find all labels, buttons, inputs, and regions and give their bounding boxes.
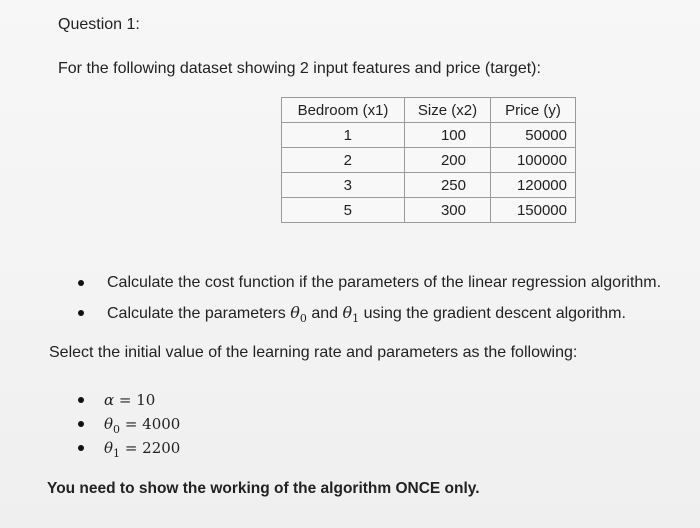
- theta1-symbol: $\theta_1$: [342, 303, 360, 325]
- bullet-icon: [78, 421, 84, 427]
- dataset-table: [281, 97, 576, 223]
- alpha-value: = 10: [118, 391, 156, 409]
- header-bedroom: Bedroom (x1): [282, 98, 405, 123]
- cell-size: 100: [405, 123, 491, 148]
- parameter-list: [72, 388, 180, 460]
- cell-bedroom: 1: [282, 123, 405, 148]
- list-item: [72, 412, 180, 436]
- instruction-text: Select the initial value of the learning rate and parameters as the following:: [49, 344, 578, 361]
- cell-bedroom: 3: [282, 173, 405, 198]
- task-text: Calculate the cost function if the parameters of the linear regression algorithm.: [107, 274, 662, 291]
- list-item: [72, 268, 661, 298]
- theta0-param-symbol: $\theta_0$: [104, 415, 121, 436]
- task-text-and: and: [311, 305, 339, 322]
- list-item: [72, 388, 180, 412]
- cell-price: 150000: [491, 198, 576, 223]
- task-list: [72, 268, 661, 328]
- bullet-icon: [78, 280, 84, 286]
- theta1-value: = 2200: [124, 439, 181, 457]
- table-row: [282, 198, 576, 223]
- cell-size: 200: [405, 148, 491, 173]
- theta1-param-symbol: $\theta_1$: [104, 439, 121, 460]
- header-price: Price (y): [491, 98, 576, 123]
- task-text-suffix: using the gradient descent algorithm.: [363, 305, 626, 322]
- table-row: [282, 173, 576, 198]
- list-item: [72, 298, 661, 328]
- alpha-symbol: α: [104, 391, 115, 409]
- theta0-value: = 4000: [124, 415, 181, 433]
- bullet-icon: [78, 310, 84, 316]
- cell-size: 250: [405, 173, 491, 198]
- table-row: [282, 148, 576, 173]
- cell-price: 100000: [491, 148, 576, 173]
- cell-size: 300: [405, 198, 491, 223]
- intro-text: For the following dataset showing 2 input features and price (target):: [58, 60, 541, 77]
- bullet-icon: [78, 445, 84, 451]
- table-row: [282, 123, 576, 148]
- cell-price: 50000: [491, 123, 576, 148]
- bullet-icon: [78, 397, 84, 403]
- cell-price: 120000: [491, 173, 576, 198]
- cell-bedroom: 2: [282, 148, 405, 173]
- theta0-symbol: $\theta_0$: [290, 303, 307, 325]
- cell-bedroom: 5: [282, 198, 405, 223]
- task-text-prefix: Calculate the parameters: [107, 305, 286, 322]
- footer-note: You need to show the working of the algorithm ONCE only.: [47, 480, 480, 497]
- table-header-row: [282, 98, 576, 123]
- question-title: Question 1:: [58, 16, 140, 33]
- header-size: Size (x2): [405, 98, 491, 123]
- list-item: [72, 436, 180, 460]
